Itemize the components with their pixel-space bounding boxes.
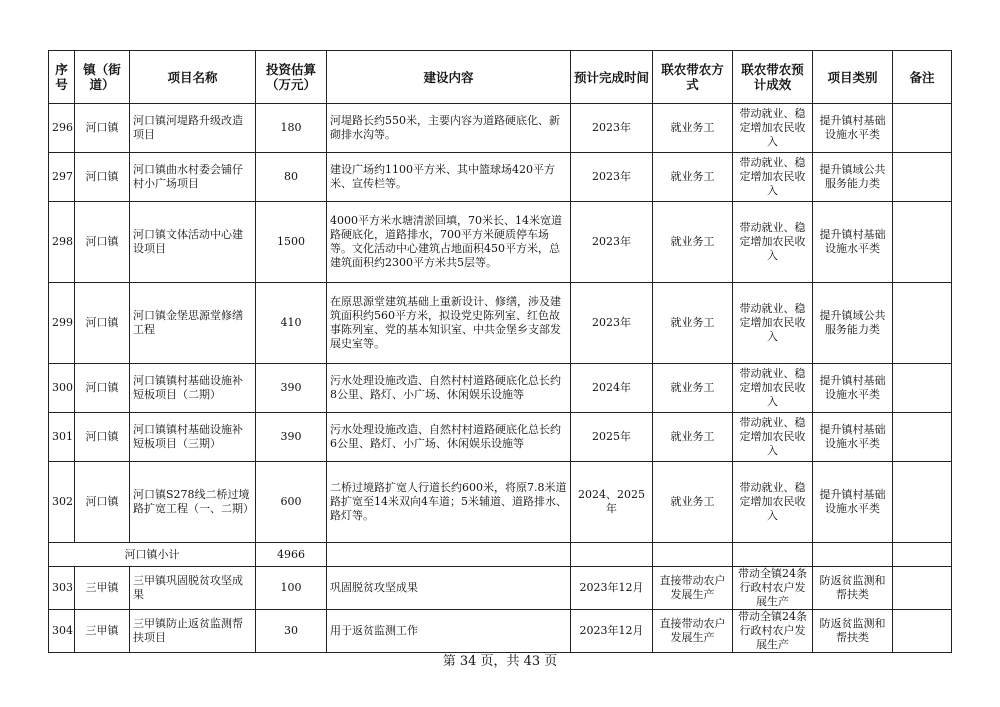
header-name: 项目名称 <box>130 51 256 104</box>
cell-time: 2023年 <box>571 104 653 153</box>
cell-category: 提升镇村基础设施水平类 <box>813 202 893 283</box>
cell-no: 301 <box>49 413 75 462</box>
cell-invest: 600 <box>256 462 327 543</box>
cell-town: 河口镇 <box>75 462 130 543</box>
table-row <box>49 104 952 153</box>
cell-name: 河口镇镇村基础设施补短板项目（三期） <box>130 413 256 462</box>
cell-content: 在原思源堂建筑基础上重新设计、修缮，涉及建筑面积约560平方米，拟设党史陈列室、红色故事陈列室、党的基本知识室、中共金堡乡支部发展史室等。 <box>327 283 571 364</box>
cell-time: 2024年 <box>571 364 653 413</box>
cell-content: 污水处理设施改造、自然村村道路硬底化总长约6公里、路灯、小广场、休闲娱乐设施等 <box>327 413 571 462</box>
cell-mode: 就业务工 <box>653 202 733 283</box>
empty-cell <box>653 543 733 567</box>
cell-no: 298 <box>49 202 75 283</box>
header-effect: 联农带农预计成效 <box>733 51 813 104</box>
header-mode: 联农带农方式 <box>653 51 733 104</box>
cell-name: 河口镇文体活动中心建设项目 <box>130 202 256 283</box>
cell-effect: 带动就业、稳定增加农民收入 <box>733 364 813 413</box>
cell-no: 299 <box>49 283 75 364</box>
subtotal-row <box>49 543 952 567</box>
header-time: 预计完成时间 <box>571 51 653 104</box>
cell-category: 提升镇村基础设施水平类 <box>813 413 893 462</box>
cell-effect: 带动就业、稳定增加农民收入 <box>733 283 813 364</box>
cell-note <box>893 610 952 653</box>
table-row <box>49 283 952 364</box>
cell-name: 三甲镇巩固脱贫攻坚成果 <box>130 567 256 610</box>
cell-name: 河口镇镇村基础设施补短板项目（二期） <box>130 364 256 413</box>
cell-mode: 就业务工 <box>653 462 733 543</box>
cell-invest: 180 <box>256 104 327 153</box>
cell-content: 河堤路长约550米，主要内容为道路硬底化、新砌排水沟等。 <box>327 104 571 153</box>
cell-no: 304 <box>49 610 75 653</box>
header-note: 备注 <box>893 51 952 104</box>
cell-note <box>893 364 952 413</box>
cell-town: 河口镇 <box>75 364 130 413</box>
table-row <box>49 153 952 202</box>
cell-time: 2023年12月 <box>571 610 653 653</box>
cell-invest: 390 <box>256 413 327 462</box>
cell-invest: 390 <box>256 364 327 413</box>
cell-effect: 带动就业、稳定增加农民收入 <box>733 202 813 283</box>
empty-cell <box>893 543 952 567</box>
cell-invest: 30 <box>256 610 327 653</box>
cell-mode: 就业务工 <box>653 153 733 202</box>
cell-mode: 就业务工 <box>653 413 733 462</box>
cell-effect: 带动就业、稳定增加农民收入 <box>733 104 813 153</box>
cell-effect: 带动就业、稳定增加农民收入 <box>733 462 813 543</box>
cell-note <box>893 153 952 202</box>
cell-effect: 带动就业、稳定增加农民收入 <box>733 153 813 202</box>
cell-town: 河口镇 <box>75 104 130 153</box>
subtotal-label: 河口镇小计 <box>49 543 256 567</box>
cell-name: 河口镇曲水村委会铺仔村小广场项目 <box>130 153 256 202</box>
header-town: 镇（街道） <box>75 51 130 104</box>
empty-cell <box>813 543 893 567</box>
cell-time: 2024、2025年 <box>571 462 653 543</box>
cell-town: 三甲镇 <box>75 567 130 610</box>
cell-name: 河口镇金堡思源堂修缮工程 <box>130 283 256 364</box>
cell-town: 河口镇 <box>75 283 130 364</box>
cell-category: 提升镇域公共服务能力类 <box>813 153 893 202</box>
subtotal-value: 4966 <box>256 543 327 567</box>
cell-category: 提升镇域公共服务能力类 <box>813 283 893 364</box>
table-row <box>49 413 952 462</box>
cell-content: 用于返贫监测工作 <box>327 610 571 653</box>
cell-mode: 直接带动农户发展生产 <box>653 567 733 610</box>
header-row <box>49 51 952 104</box>
cell-note <box>893 104 952 153</box>
header-content: 建设内容 <box>327 51 571 104</box>
cell-mode: 就业务工 <box>653 283 733 364</box>
empty-cell <box>733 543 813 567</box>
cell-category: 防返贫监测和帮扶类 <box>813 567 893 610</box>
cell-content: 二桥过境路扩宽人行道长约600米，将原7.8米道路扩宽至14米双向4车道；5米辅道、道路排水、路灯等。 <box>327 462 571 543</box>
cell-note <box>893 283 952 364</box>
cell-invest: 100 <box>256 567 327 610</box>
cell-content: 污水处理设施改造、自然村村道路硬底化总长约8公里、路灯、小广场、休闲娱乐设施等 <box>327 364 571 413</box>
table-row <box>49 462 952 543</box>
cell-time: 2025年 <box>571 413 653 462</box>
cell-effect: 带动全镇24条行政村农户发展生产 <box>733 610 813 653</box>
cell-mode: 就业务工 <box>653 104 733 153</box>
cell-content: 建设广场约1100平方米、其中篮球场420平方米、宣传栏等。 <box>327 153 571 202</box>
cell-mode: 直接带动农户发展生产 <box>653 610 733 653</box>
cell-name: 三甲镇防止返贫监测帮扶项目 <box>130 610 256 653</box>
cell-town: 河口镇 <box>75 413 130 462</box>
cell-category: 提升镇村基础设施水平类 <box>813 104 893 153</box>
page-footer: 第 34 页，共 43 页 <box>442 654 558 669</box>
cell-note <box>893 413 952 462</box>
empty-cell <box>327 543 571 567</box>
cell-note <box>893 462 952 543</box>
header-no: 序号 <box>49 51 75 104</box>
cell-time: 2023年 <box>571 283 653 364</box>
cell-no: 300 <box>49 364 75 413</box>
cell-mode: 就业务工 <box>653 364 733 413</box>
cell-effect: 带动就业、稳定增加农民收入 <box>733 413 813 462</box>
header-invest: 投资估算（万元） <box>256 51 327 104</box>
cell-time: 2023年12月 <box>571 567 653 610</box>
cell-no: 296 <box>49 104 75 153</box>
table-row <box>49 202 952 283</box>
cell-no: 302 <box>49 462 75 543</box>
cell-invest: 410 <box>256 283 327 364</box>
cell-town: 河口镇 <box>75 153 130 202</box>
cell-invest: 1500 <box>256 202 327 283</box>
cell-content: 4000平方米水塘清淤回填，70米长、14米宽道路硬底化，道路排水，700平方米硬质停车场等。文化活动中心建筑占地面积450平方米，总建筑面积约2300平方米共5层等。 <box>327 202 571 283</box>
header-category: 项目类别 <box>813 51 893 104</box>
cell-town: 河口镇 <box>75 202 130 283</box>
cell-category: 提升镇村基础设施水平类 <box>813 364 893 413</box>
cell-no: 303 <box>49 567 75 610</box>
cell-no: 297 <box>49 153 75 202</box>
empty-cell <box>571 543 653 567</box>
cell-time: 2023年 <box>571 153 653 202</box>
cell-note <box>893 202 952 283</box>
cell-name: 河口镇河堤路升级改造项目 <box>130 104 256 153</box>
cell-town: 三甲镇 <box>75 610 130 653</box>
cell-name: 河口镇S278线二桥过境路扩宽工程（一、二期） <box>130 462 256 543</box>
cell-effect: 带动全镇24条行政村农户发展生产 <box>733 567 813 610</box>
table-row <box>49 610 952 653</box>
cell-category: 防返贫监测和帮扶类 <box>813 610 893 653</box>
cell-category: 提升镇村基础设施水平类 <box>813 462 893 543</box>
project-table <box>48 50 952 653</box>
cell-content: 巩固脱贫攻坚成果 <box>327 567 571 610</box>
cell-invest: 80 <box>256 153 327 202</box>
cell-note <box>893 567 952 610</box>
cell-time: 2023年 <box>571 202 653 283</box>
table-row <box>49 364 952 413</box>
table-row <box>49 567 952 610</box>
